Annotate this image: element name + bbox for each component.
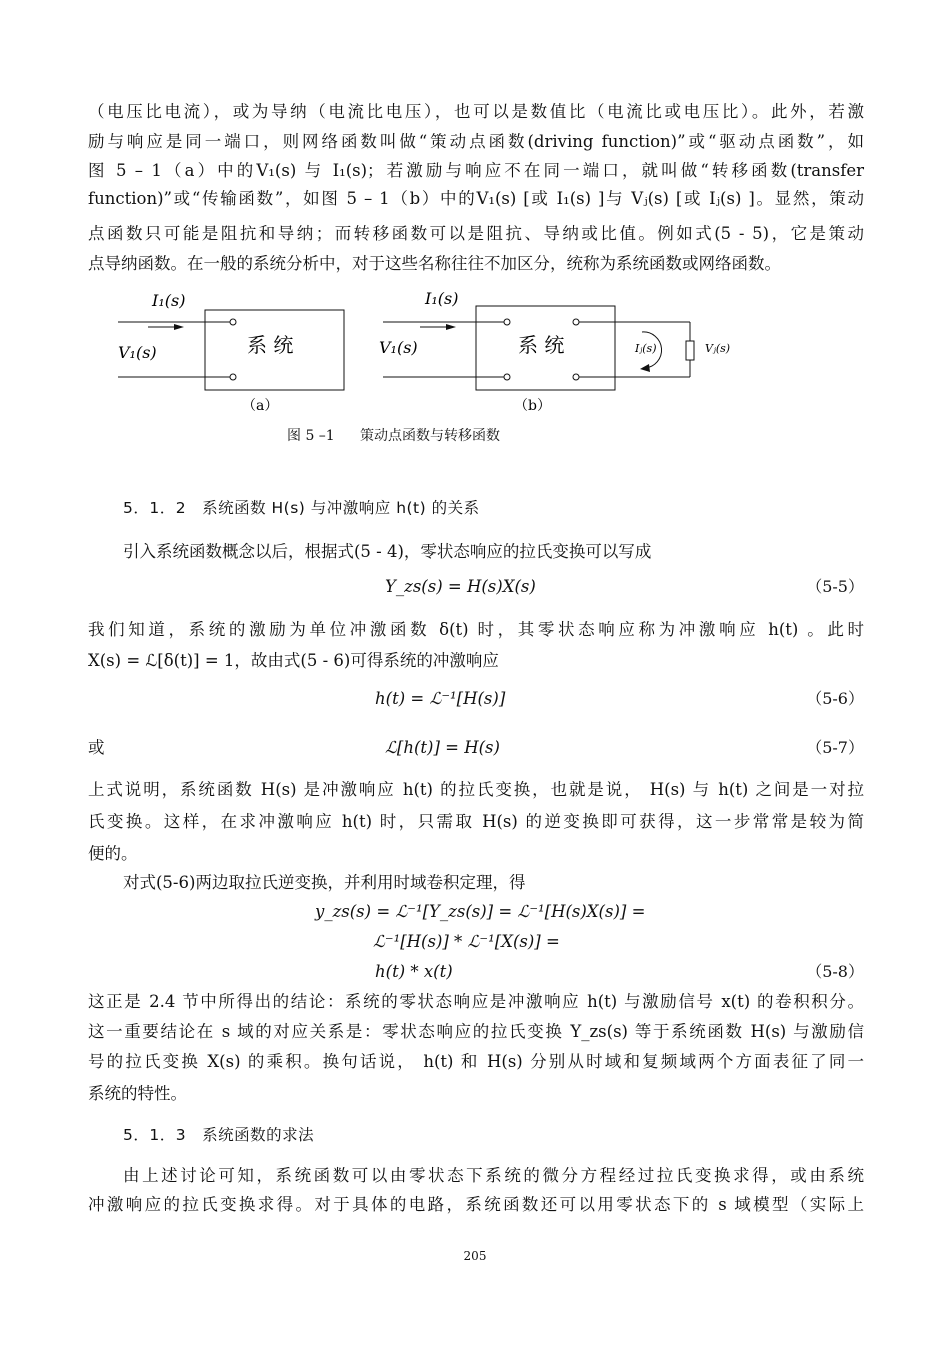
para3-line-2: X(s) = ℒ[δ(t)] = 1，故由式(5 - 6)可得系统的冲激响应 <box>88 651 499 670</box>
para1-line-4: function)”或“传输函数”，如图 5 – 1（b）中的V₁(s) [或 I₁(s) ]与 Vⱼ(s) [或 Iⱼ(s) ]。显然，策动 <box>88 189 865 208</box>
para6-line-1: 这正是 2.4 节中所得出的结论：系统的零状态响应是冲激响应 h(t) 与激励信号 x(t) 的卷积积分。 <box>88 992 864 1011</box>
figure-5-1 <box>0 280 950 420</box>
fig-b-out-voltage: Vⱼ(s) <box>705 342 731 355</box>
para1-line-6: 点导纳函数。在一般的系统分析中，对于这些名称往往不加区分，统称为系统函数或网络函数。 <box>88 254 781 273</box>
equation-5-7-prefix: 或 <box>88 738 105 757</box>
fig-b-current-label: I₁(s) <box>425 289 459 308</box>
equation-5-8-line-2: ℒ⁻¹[H(s)] * ℒ⁻¹[X(s)] = <box>373 932 560 951</box>
para1-line-2: 励与响应是同一端口，则网络函数叫做“策动点函数(driving function)”或“驱动点函数”，如 <box>88 132 864 151</box>
figure-caption-number: 图 5 –1 <box>287 428 335 444</box>
equation-5-8-line-3: h(t) * x(t) <box>375 962 453 981</box>
para1-line-3: 图 5 – 1（a）中的V₁(s) 与 I₁(s)；若激励与响应不在同一端口，就叫做“转移函数(transfer <box>88 161 864 180</box>
equation-number-5-5: （5-5） <box>806 577 864 596</box>
para4-line-1: 上式说明，系统函数 H(s) 是冲激响应 h(t) 的拉氏变换，也就是说， H(s) 与 h(t) 之间是一对拉 <box>88 780 864 799</box>
resistor-icon <box>686 341 694 360</box>
figure-caption-text: 策动点函数与转移函数 <box>360 428 500 444</box>
equation-number-5-8: （5-8） <box>806 962 864 981</box>
figure-b <box>379 289 730 414</box>
fig-a-voltage-label: V₁(s) <box>118 343 157 362</box>
fig-b-voltage-label: V₁(s) <box>379 338 418 357</box>
equation-5-8-line-1: y_zs(s) = ℒ⁻¹[Y_zs(s)] = ℒ⁻¹[H(s)X(s)] = <box>315 902 646 921</box>
fig-a-current-label: I₁(s) <box>152 291 186 310</box>
equation-5-7: ℒ[h(t)] = H(s) <box>385 738 500 757</box>
equation-number-5-6: （5-6） <box>806 689 864 708</box>
para6-line-4: 系统的特性。 <box>88 1084 187 1103</box>
fig-b-system-text: 系 统 <box>518 333 565 357</box>
para6-line-2: 这一重要结论在 s 域的对应关系是：零状态响应的拉氏变换 Y_zs(s) 等于系统函数 H(s) 与激励信 <box>88 1022 864 1041</box>
para4-line-3: 便的。 <box>88 844 138 863</box>
section-heading-512: 5．1．2 系统函数 H(s) 与冲激响应 h(t) 的关系 <box>123 499 480 517</box>
para1-line-5: 点函数只可能是阻抗和导纳；而转移函数可以是阻抗、导纳或比值。例如式(5 - 5)，它是策动 <box>88 224 864 243</box>
para7-line-1: 由上述讨论可知，系统函数可以由零状态下系统的微分方程经过拉氏变换求得，或由系统 <box>123 1166 864 1185</box>
fig-b-label: （b） <box>514 398 551 414</box>
section-heading-513: 5．1．3 系统函数的求法 <box>123 1126 315 1144</box>
fig-b-out-current: Iⱼ(s) <box>635 342 657 355</box>
equation-5-6: h(t) = ℒ⁻¹[H(s)] <box>375 689 506 708</box>
page-number: 205 <box>463 1249 487 1263</box>
fig-a-system-text: 系 统 <box>247 333 294 357</box>
equation-5-5: Y_zs(s) = H(s)X(s) <box>385 577 536 596</box>
para4-line-2: 氏变换。这样，在求冲激响应 h(t) 时，只需取 H(s) 的逆变换即可获得，这一步常常是较为简 <box>88 812 864 831</box>
para1-line-1: （电压比电流），或为导纳（电流比电压），也可以是数值比（电流比或电压比）。此外，若激 <box>88 102 864 121</box>
para7-line-2: 冲激响应的拉氏变换求得。对于具体的电路，系统函数还可以用零状态下的 s 域模型（实际上 <box>88 1195 864 1214</box>
equation-number-5-7: （5-7） <box>806 738 864 757</box>
paragraph-5: 对式(5-6)两边取拉氏逆变换，并利用时域卷积定理，得 <box>123 873 526 892</box>
fig-a-label: （a） <box>242 398 279 414</box>
figure-a <box>118 291 344 414</box>
para6-line-3: 号的拉氏变换 X(s) 的乘积。换句话说， h(t) 和 H(s) 分别从时域和复频域两个方面表征了同一 <box>88 1052 864 1071</box>
paragraph-2: 引入系统函数概念以后，根据式(5 - 4)，零状态响应的拉氏变换可以写成 <box>123 542 652 561</box>
para3-line-1: 我们知道，系统的激励为单位冲激函数 δ(t) 时，其零状态响应称为冲激响应 h(t) 。此时 <box>88 620 864 639</box>
